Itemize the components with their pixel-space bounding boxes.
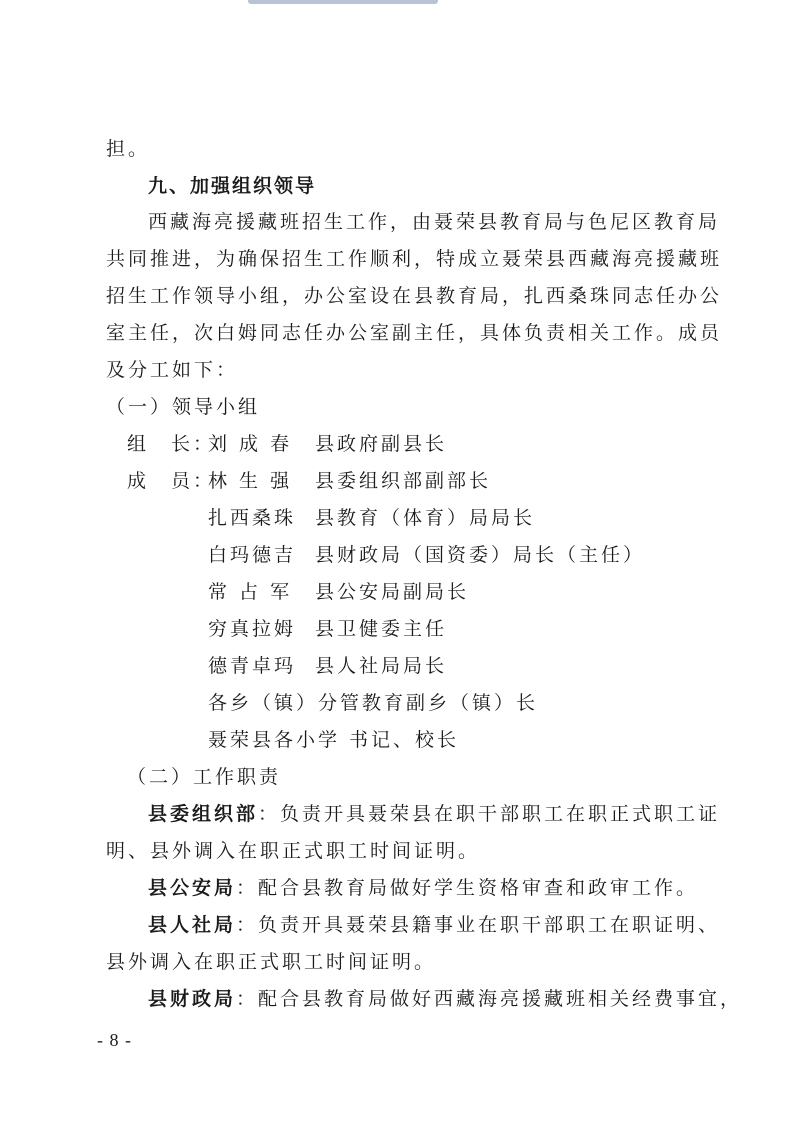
duty-continuation: 明、县外调入在职正式职工时间证明。 [106, 840, 481, 862]
member-title: 县卫健委主任 [315, 618, 448, 640]
member-title: 县教育（体育）局局长 [315, 507, 536, 529]
member-title: 县公安局副局长 [315, 581, 470, 603]
extra-member: 各乡（镇）分管教育副乡（镇）长 [208, 692, 539, 714]
members-role-label: 成 员： [127, 470, 216, 492]
member-name: 白玛德吉 [208, 544, 297, 566]
member-name: 常 占 军 [208, 581, 293, 603]
duty-text: ：配合县教育局做好西藏海亮援藏班相关经费事宜， [236, 988, 743, 1010]
duty-term: 县财政局 [148, 988, 237, 1010]
member-name: 德青卓玛 [208, 655, 297, 677]
member-name: 穷真拉姆 [208, 618, 297, 640]
extra-member: 聂荣县各小学 书记、校长 [208, 729, 460, 751]
duty-term: 县公安局 [148, 877, 237, 899]
duty-term: 县人社局 [148, 914, 237, 936]
duty-line [148, 987, 742, 1011]
intro-line-2: 共同推进，为确保招生工作顺利，特成立聂荣县西藏海亮援藏班 [106, 248, 723, 270]
member-title: 县委组织部副部长 [315, 470, 492, 492]
section-heading: 九、加强组织领导 [148, 175, 317, 197]
duty-term: 县委组织部 [148, 803, 259, 825]
member-name: 林 生 强 [208, 470, 293, 492]
subheading-leading-group: （一）领导小组 [106, 396, 261, 418]
member-name: 扎西桑珠 [208, 507, 297, 529]
intro-line-4: 室主任，次白姆同志任办公室副主任，具体负责相关工作。成员 [106, 322, 723, 344]
leader-name: 刘 成 春 [208, 433, 293, 455]
duty-text: ：负责开具聂荣县籍事业在职干部职工在职证明、 [236, 914, 721, 936]
member-title: 县财政局（国资委）局长（主任） [315, 544, 646, 566]
duty-line [148, 913, 720, 937]
member-title: 县人社局局长 [315, 655, 448, 677]
intro-line-1: 西藏海亮援藏班招生工作，由聂荣县教育局与色尼区教育局 [148, 211, 721, 233]
duty-text: ：负责开具聂荣县在职干部职工在职正式职工证 [258, 803, 721, 825]
leader-role-label: 组 长： [127, 433, 216, 455]
leader-title: 县政府副县长 [315, 433, 448, 455]
continuation-text: 担。 [106, 138, 151, 160]
duty-line [148, 876, 698, 900]
duty-continuation: 县外调入在职正式职工时间证明。 [106, 951, 437, 973]
intro-line-5: 及分工如下： [106, 359, 239, 381]
duty-text: ：配合县教育局做好学生资格审查和政审工作。 [236, 877, 699, 899]
page-number: - 8 - [97, 1030, 132, 1050]
intro-line-3: 招生工作领导小组，办公室设在县教育局，扎西桑珠同志任办公 [106, 285, 723, 307]
subheading-duties: （二）工作职责 [127, 766, 282, 788]
duty-line [148, 802, 720, 826]
